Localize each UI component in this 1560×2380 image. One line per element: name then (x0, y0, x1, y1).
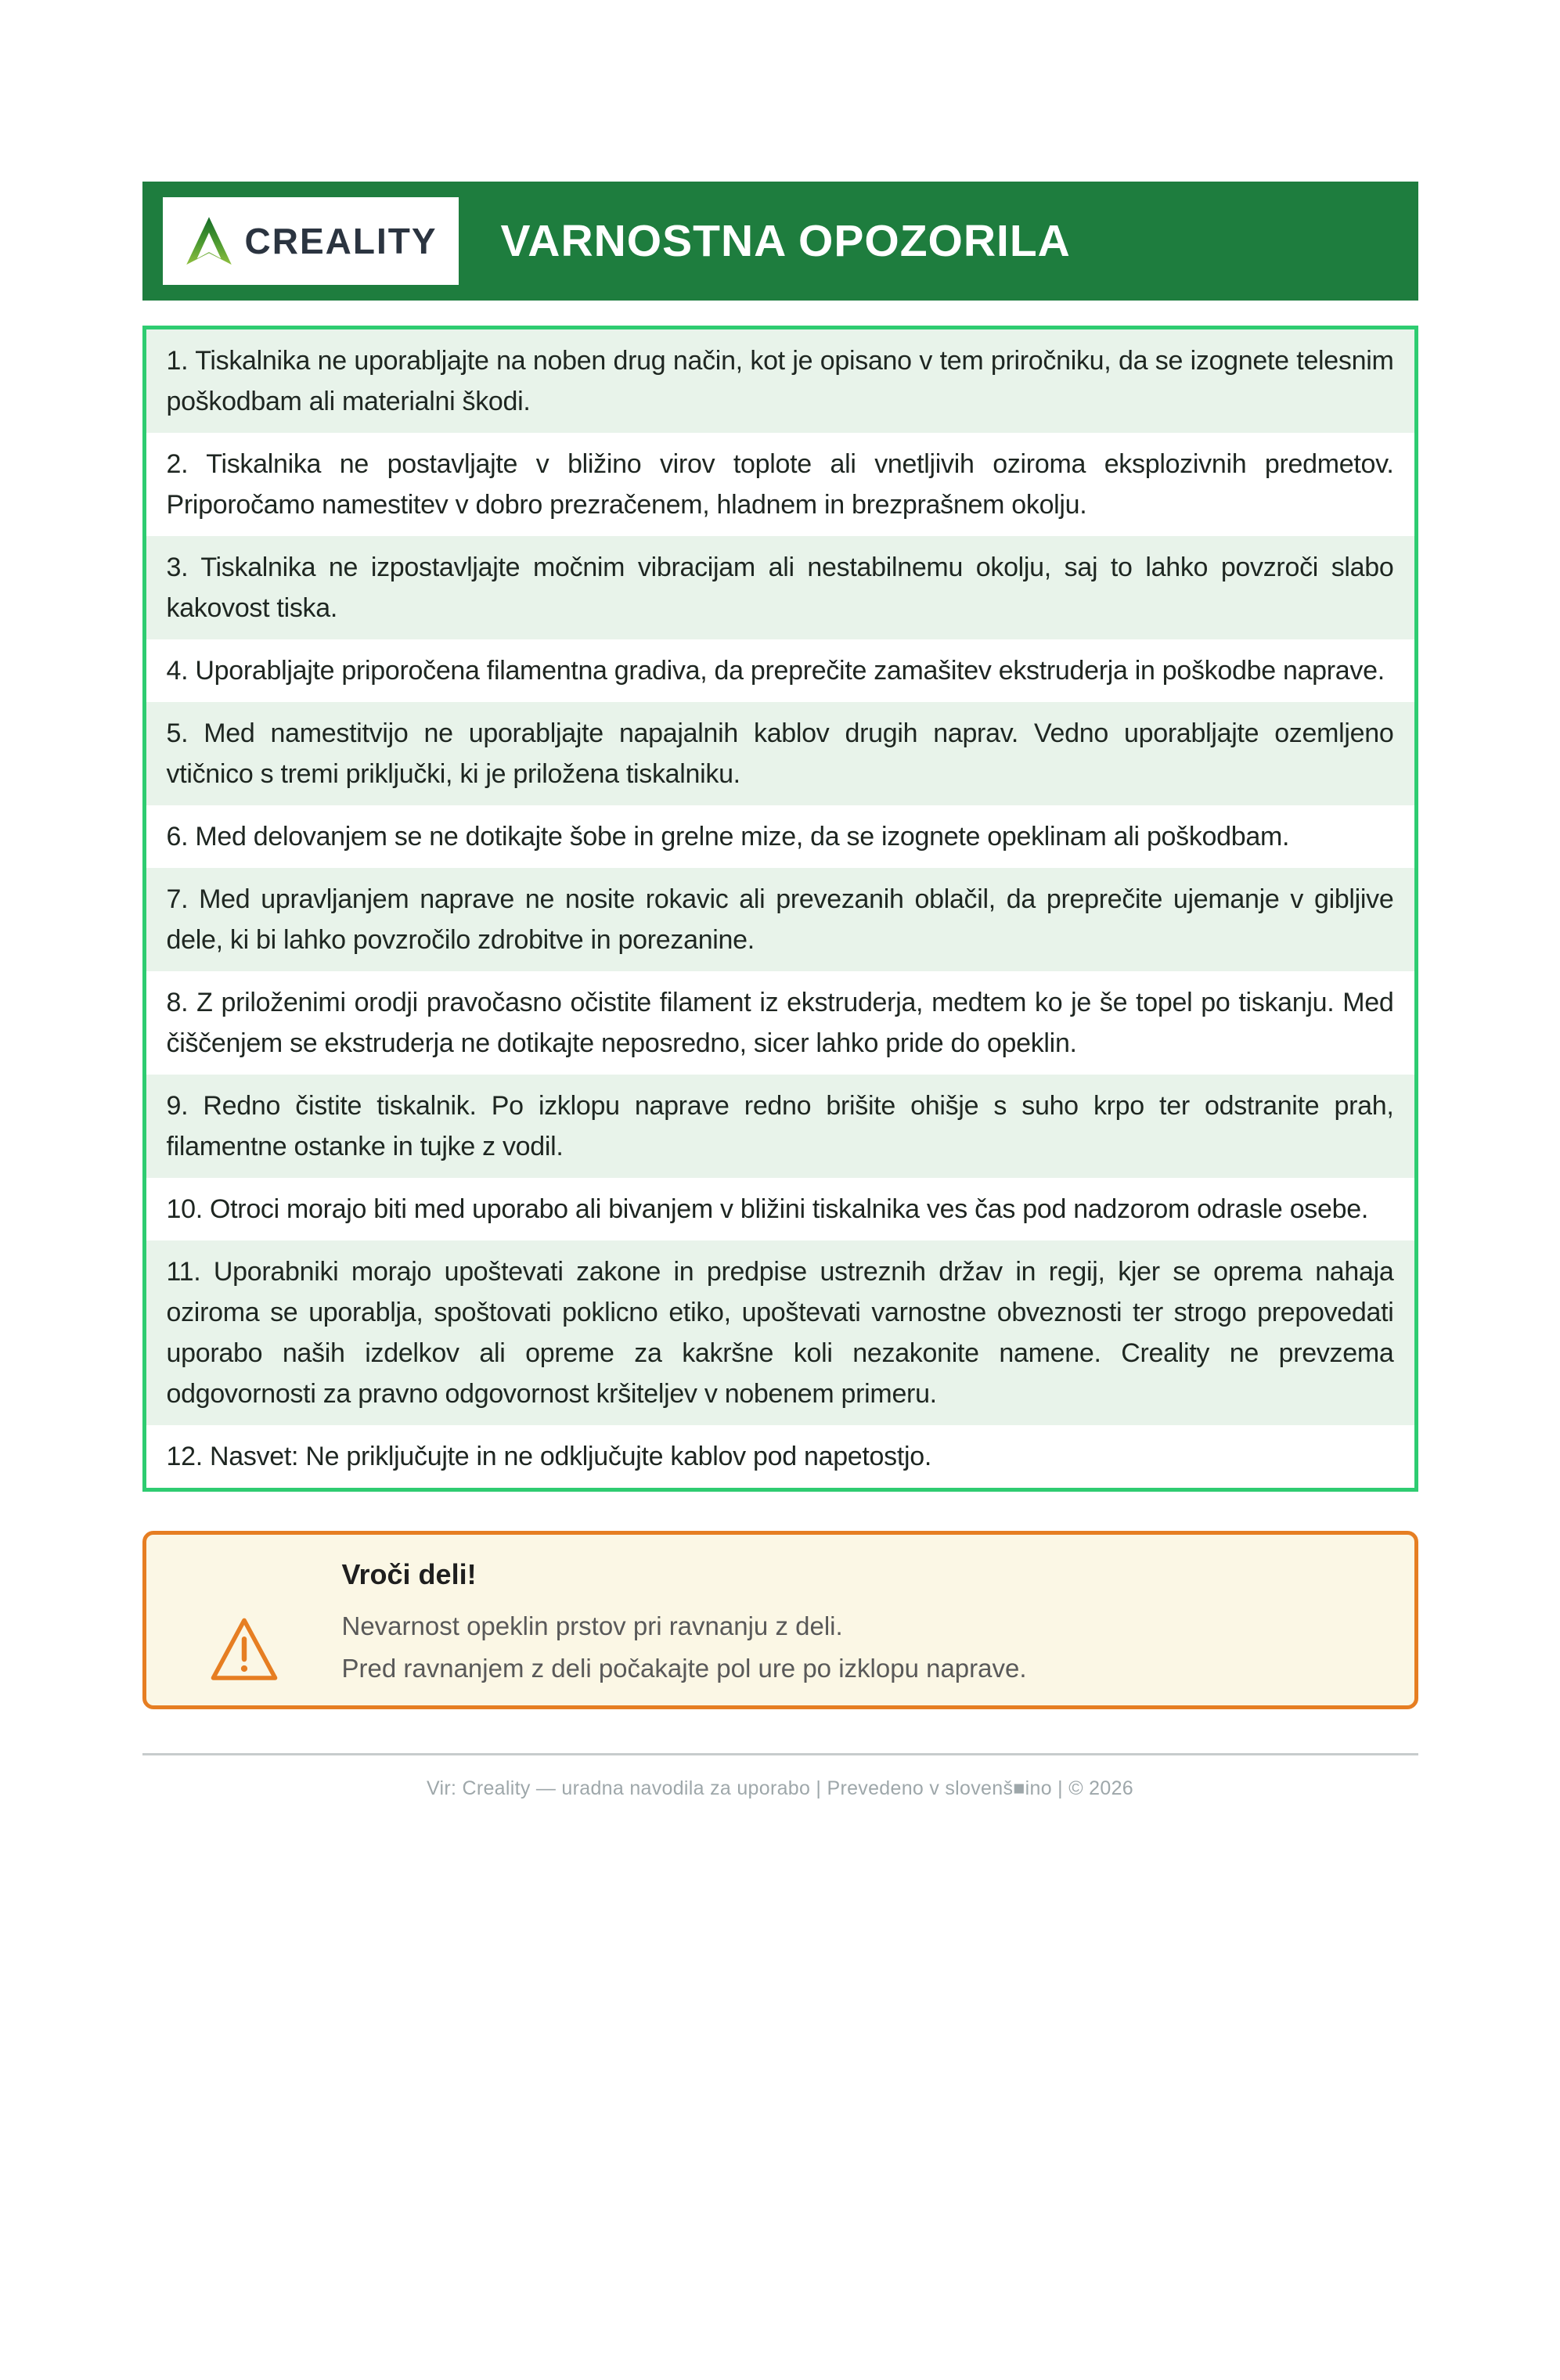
header-banner (142, 182, 1418, 301)
warning-item-6: 6. Med delovanjem se ne dotikajte šobe in grelne mize, da se izognete opeklinam ali poškodbam. (146, 805, 1414, 868)
creality-wordmark: CREALITY (244, 221, 438, 261)
creality-arrow-icon (184, 211, 234, 272)
hot-parts-box (142, 1531, 1418, 1709)
warning-item-2: 2. Tiskalnika ne postavljajte v bližino virov toplote ali vnetljivih oziroma eksplozivnih predmetov. Priporočamo namestitev v dobro prezračenem, hladnem in brezprašnem okolju. (146, 433, 1414, 536)
warnings-list (142, 326, 1418, 1492)
warning-item-8: 8. Z priloženimi orodji pravočasno očistite filament iz ekstruderja, medtem ko je še topel po tiskanju. Med čiščenjem se ekstruderja ne dotikajte neposredno, sicer lahko pride do opeklin. (146, 971, 1414, 1075)
warning-item-3: 3. Tiskalnika ne izpostavljajte močnim vibracijam ali nestabilnemu okolju, saj to lahko povzroči slabo kakovost tiska. (146, 536, 1414, 639)
warning-item-9: 9. Redno čistite tiskalnik. Po izklopu naprave redno brišite ohišje s suho krpo ter odstranite prah, filamentne ostanke in tujke z vodil. (146, 1075, 1414, 1178)
warning-item-5: 5. Med namestitvijo ne uporabljajte napajalnih kablov drugih naprav. Vedno uporabljajte ozemljeno vtičnico s tremi priključki, ki je priložena tiskalniku. (146, 702, 1414, 805)
warning-item-4: 4. Uporabljajte priporočena filamentna gradiva, da preprečite zamašitev ekstruderja in poškodbe naprave. (146, 639, 1414, 702)
warning-item-11: 11. Uporabniki morajo upoštevati zakone in predpise ustreznih držav in regij, kjer se oprema nahaja oziroma se uporablja, spoštovati poklicno etiko, upoštevati varnostne obveznosti ter strogo prepovedati uporabo naših izdelkov ali opreme za kakršne koli nezakonite namene. Creality ne prevzema odgovornosti za pravno odgovornost kršiteljev v nobenem primeru. (146, 1240, 1414, 1425)
page-title: VARNOSTNA OPOZORILA (500, 216, 1071, 266)
creality-logo (163, 197, 459, 285)
warning-item-12: 12. Nasvet: Ne priključujte in ne odključujte kablov pod napetostjo. (146, 1425, 1414, 1488)
manual-page (142, 0, 1418, 1800)
footer-source-text: Vir: Creality — uradna navodila za uporabo | Prevedeno v slovenš■ino | © 2026 (427, 1777, 1133, 1799)
warning-item-1: 1. Tiskalnika ne uporabljajte na noben drug način, kot je opisano v tem priročniku, da se izognete telesnim poškodbam ali materialni škodi. (146, 329, 1414, 433)
hot-parts-icon-zone (146, 1552, 342, 1690)
warning-triangle-icon (208, 1615, 280, 1687)
hot-parts-line-2: Pred ravnanjem z deli počakajte pol ure po izklopu naprave. (341, 1654, 1027, 1683)
warning-item-10: 10. Otroci morajo biti med uporabo ali bivanjem v bližini tiskalnika ves čas pod nadzorom odrasle osebe. (146, 1178, 1414, 1240)
hot-parts-title: Vroči deli! (341, 1558, 477, 1590)
warning-item-7: 7. Med upravljanjem naprave ne nosite rokavic ali prevezanih oblačil, da preprečite ujemanje v gibljive dele, ki bi lahko povzročilo zdrobitve in porezanine. (146, 868, 1414, 971)
hot-parts-line-1: Nevarnost opeklin prstov pri ravnanju z deli. (341, 1611, 843, 1640)
hot-parts-text (342, 1552, 1391, 1690)
footer-divider (142, 1753, 1418, 1755)
